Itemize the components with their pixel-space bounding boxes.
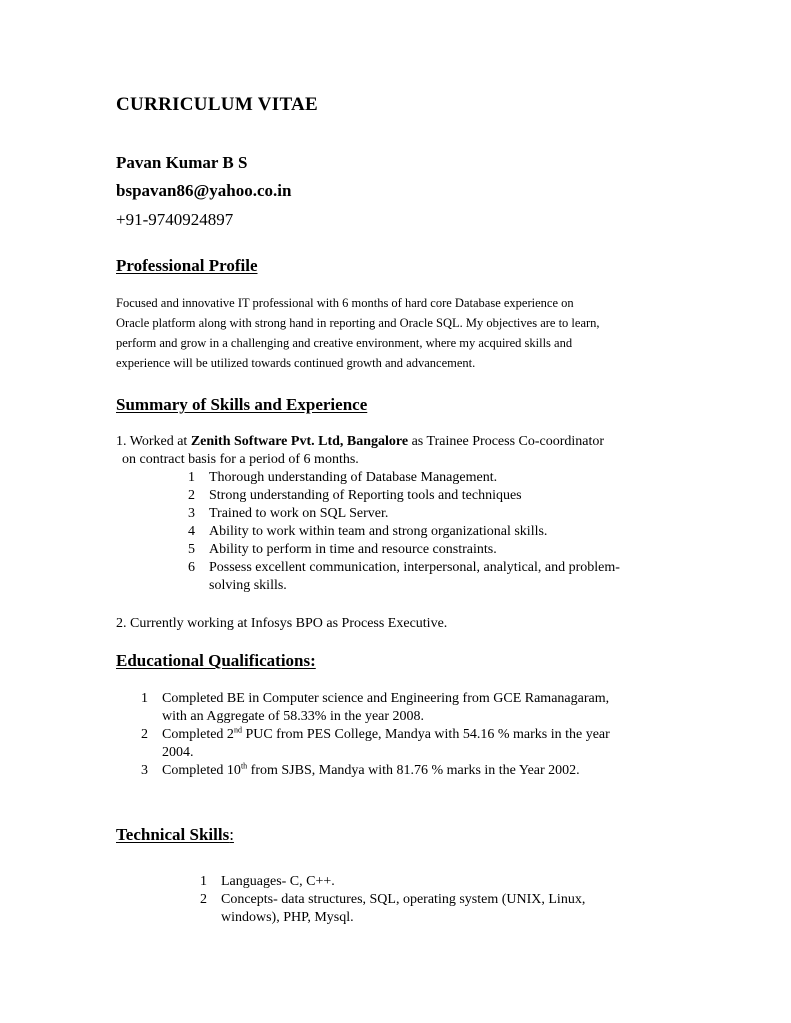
document-title: CURRICULUM VITAE bbox=[116, 94, 319, 115]
education-item bbox=[162, 762, 580, 780]
skill-number: 4 bbox=[188, 524, 195, 539]
job-1-prefix: 1. Worked at bbox=[116, 434, 191, 449]
profile-line: perform and grow in a challenging and creative environment, where my acquired skills and bbox=[116, 336, 573, 350]
job-1-suffix: as Trainee Process Co-coordinator bbox=[408, 434, 605, 449]
job-2-line: 2. Currently working at Infosys BPO as Process Executive. bbox=[116, 616, 448, 631]
skill-item-continuation: solving skills. bbox=[209, 578, 287, 593]
professional-profile-text bbox=[116, 293, 676, 373]
skill-item: Strong understanding of Reporting tools and techniques bbox=[209, 488, 522, 503]
job-1-company: Zenith Software Pvt. Ltd, Bangalore bbox=[190, 434, 409, 449]
education-item-continuation: 2004. bbox=[162, 745, 194, 760]
skill-number: 1 bbox=[188, 470, 195, 485]
job-1-line-2: on contract basis for a period of 6 months. bbox=[122, 452, 359, 467]
candidate-phone: +91-9740924897 bbox=[116, 210, 234, 229]
education-text: from SJBS, Mandya with 81.76 % marks in the Year 2002. bbox=[247, 763, 580, 778]
education-item bbox=[162, 726, 610, 744]
education-text: Completed 10 bbox=[162, 763, 241, 778]
candidate-email: bspavan86@yahoo.co.in bbox=[116, 181, 292, 200]
candidate-name: Pavan Kumar B S bbox=[116, 153, 248, 172]
heading-colon: : bbox=[229, 825, 234, 844]
ordinal-superscript: nd bbox=[233, 725, 242, 735]
education-text: Completed 2 bbox=[162, 727, 234, 742]
education-text: PUC from PES College, Mandya with 54.16 % marks in the year bbox=[241, 727, 610, 742]
technical-skills-heading bbox=[116, 825, 234, 845]
skill-number: 6 bbox=[188, 560, 195, 575]
skills-summary-heading: Summary of Skills and Experience bbox=[116, 395, 368, 414]
skill-number: 2 bbox=[188, 488, 195, 503]
skill-number: 5 bbox=[188, 542, 195, 557]
technical-number: 2 bbox=[200, 892, 207, 907]
technical-skills-heading-text: Technical Skills bbox=[116, 825, 230, 844]
professional-profile-heading: Professional Profile bbox=[116, 256, 258, 275]
ordinal-superscript: th bbox=[240, 761, 248, 771]
skill-item: Ability to perform in time and resource constraints. bbox=[209, 542, 497, 557]
education-number: 1 bbox=[141, 691, 148, 706]
skill-item: Ability to work within team and strong organizational skills. bbox=[209, 524, 548, 539]
education-item: Completed BE in Computer science and Engineering from GCE Ramanagaram, bbox=[162, 691, 610, 706]
education-heading: Educational Qualifications: bbox=[116, 651, 316, 670]
technical-item: Concepts- data structures, SQL, operating system (UNIX, Linux, bbox=[221, 892, 586, 907]
profile-line: Focused and innovative IT professional with 6 months of hard core Database experience on bbox=[116, 296, 574, 310]
technical-item-continuation: windows), PHP, Mysql. bbox=[221, 910, 354, 925]
education-number: 2 bbox=[141, 727, 148, 742]
skill-item: Trained to work on SQL Server. bbox=[209, 506, 389, 521]
technical-item: Languages- C, C++. bbox=[221, 874, 335, 889]
technical-number: 1 bbox=[200, 874, 207, 889]
education-number: 3 bbox=[141, 763, 148, 778]
education-item-continuation: with an Aggregate of 58.33% in the year 2008. bbox=[162, 709, 425, 724]
profile-line: Oracle platform along with strong hand in reporting and Oracle SQL. My objectives are to learn, bbox=[116, 316, 600, 330]
skill-item: Possess excellent communication, interpersonal, analytical, and problem- bbox=[209, 560, 620, 575]
skill-item: Thorough understanding of Database Management. bbox=[209, 470, 498, 485]
job-1-line bbox=[116, 433, 604, 451]
skill-number: 3 bbox=[188, 506, 195, 521]
profile-line: experience will be utilized towards continued growth and advancement. bbox=[116, 356, 476, 370]
